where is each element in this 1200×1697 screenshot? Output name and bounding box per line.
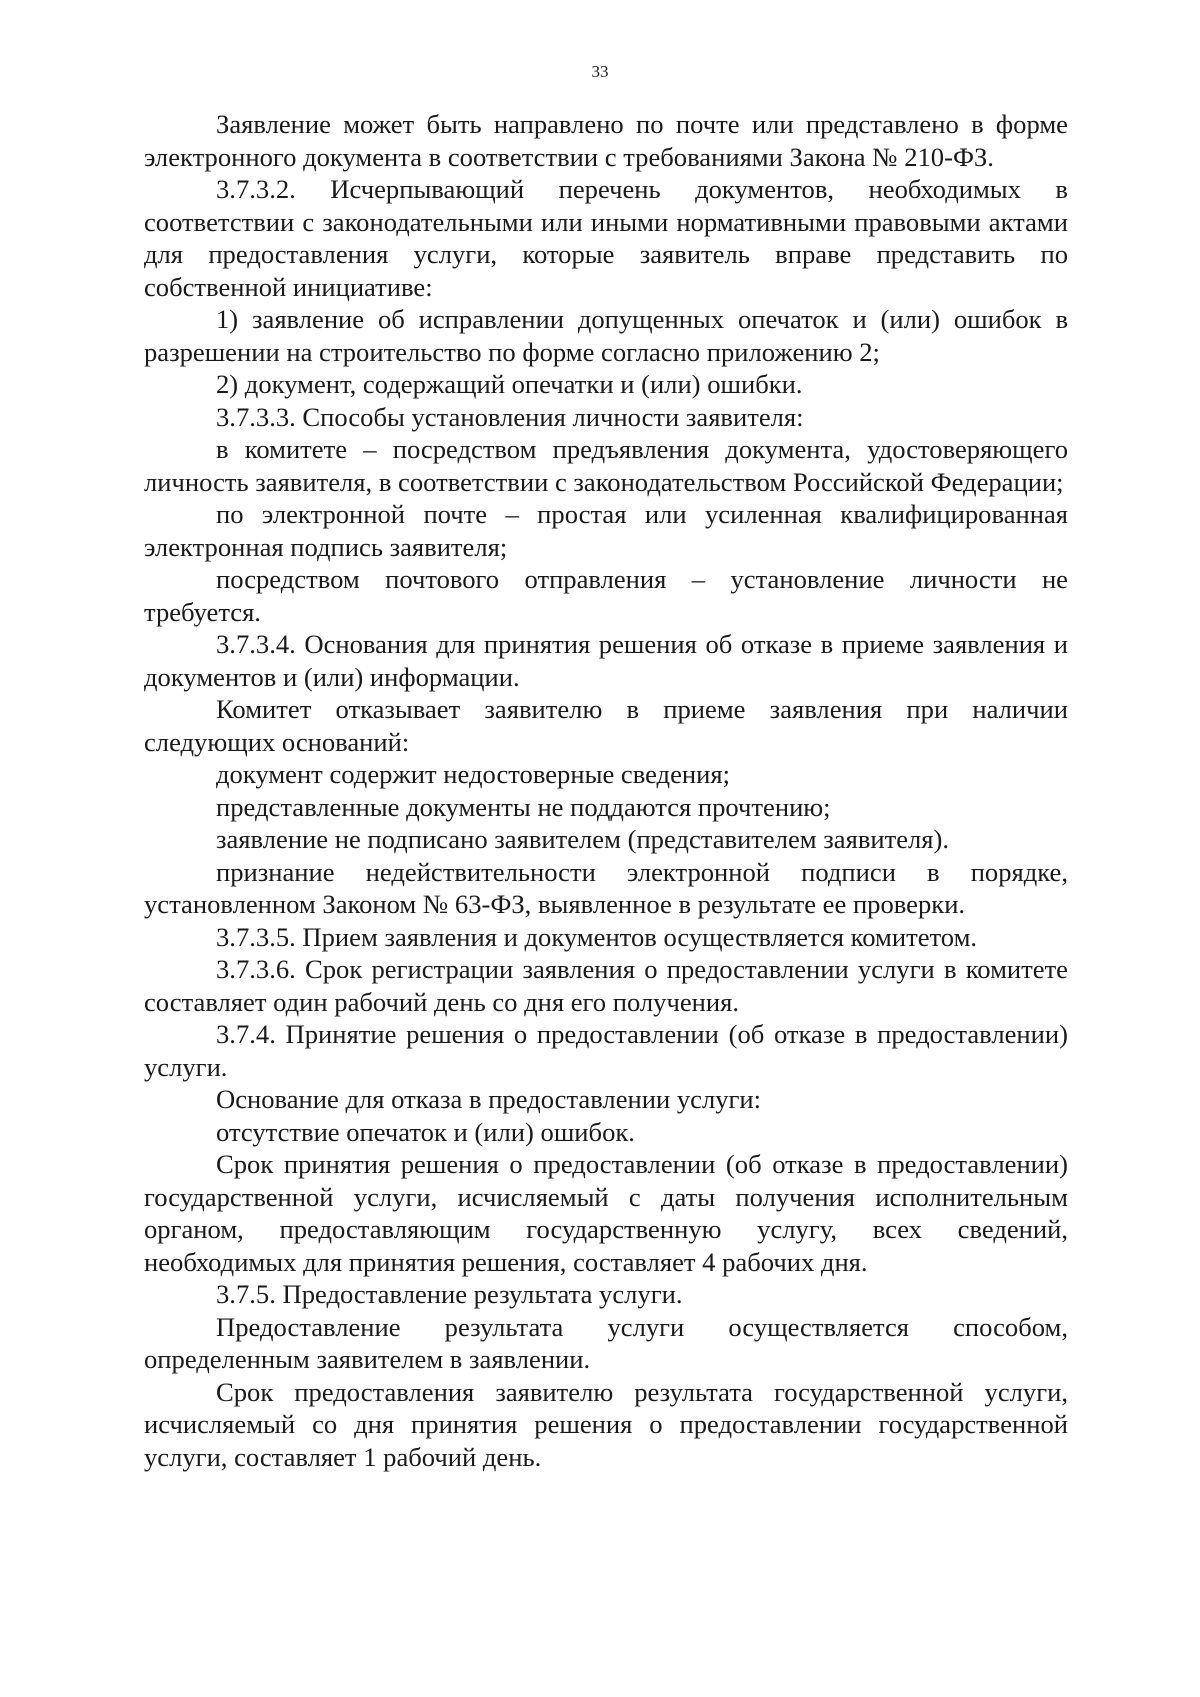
paragraph: 3.7.3.3. Способы установления личности заявителя:: [216, 401, 804, 432]
paragraph: 3.7.3.6. Срок регистрации заявления о предоставлении услуги в комитете составляет один рабочий день со дня его получения.: [144, 954, 1068, 1017]
paragraph: Предоставление результата услуги осуществляется способом, определенным заявителем в заявлении.: [144, 1311, 1068, 1374]
list-item: заявление не подписано заявителем (представителем заявителя).: [216, 824, 950, 854]
list-item: представленные документы не поддаются прочтению;: [216, 791, 831, 822]
paragraph: 3.7.3.5. Прием заявления и документов осуществляется комитетом.: [216, 921, 978, 952]
page-number: 33: [591, 62, 609, 81]
list-item: отсутствие опечаток и (или) ошибок.: [216, 1116, 635, 1147]
paragraph: 3.7.3.2. Исчерпывающий перечень документов, необходимых в соответствии с законодательными или иными нормативными правовыми актами для предоставления услуги, которые заявитель вправе представить по собственной инициативе:: [144, 174, 1068, 302]
list-item: 2) документ, содержащий опечатки и (или) ошибки.: [216, 369, 803, 399]
list-item: 1) заявление об исправлении допущенных опечаток и (или) ошибок в разрешении на строительство по форме согласно приложению 2;: [144, 304, 1068, 367]
list-item: документ содержит недостоверные сведения;: [216, 759, 730, 789]
paragraph: 3.7.3.4. Основания для принятия решения об отказе в приеме заявления и документов и (или) информации.: [144, 629, 1068, 692]
paragraph: Основание для отказа в предоставлении услуги:: [216, 1084, 762, 1114]
list-item: признание недействительности электронной подписи в порядке, установленном Законом № 63-ФЗ, выявленное в результате ее проверки.: [144, 856, 1068, 919]
paragraph: по электронной почте – простая или усиленная квалифицированная электронная подпись заявителя;: [144, 499, 1068, 562]
paragraph: Срок принятия решения о предоставлении (об отказе в предоставлении) государственной услуги, исчисляемый с даты получения исполнительным органом, предоставляющим государственную услугу, всех сведений, необходимых для принятия решения, составляет 4 рабочих дня.: [144, 1149, 1068, 1277]
paragraph: в комитете – посредством предъявления документа, удостоверяющего личность заявителя, в соответствии с законодательством Российской Федерации;: [144, 434, 1068, 497]
paragraph: 3.7.5. Предоставление результата услуги.: [216, 1279, 683, 1309]
paragraph: 3.7.4. Принятие решения о предоставлении (об отказе в предоставлении) услуги.: [144, 1019, 1068, 1082]
paragraph: посредством почтового отправления – установление личности не требуется.: [144, 564, 1068, 627]
paragraph: Заявление может быть направлено по почте или представлено в форме электронного документа в соответствии с требованиями Закона № 210-ФЗ.: [144, 109, 1068, 172]
paragraph: Срок предоставления заявителю результата государственной услуги, исчисляемый со дня принятия решения о предоставлении государственной услуги, составляет 1 рабочий день.: [144, 1376, 1068, 1472]
paragraph: Комитет отказывает заявителю в приеме заявления при наличии следующих оснований:: [144, 694, 1068, 757]
document-body: [144, 108, 1068, 1473]
